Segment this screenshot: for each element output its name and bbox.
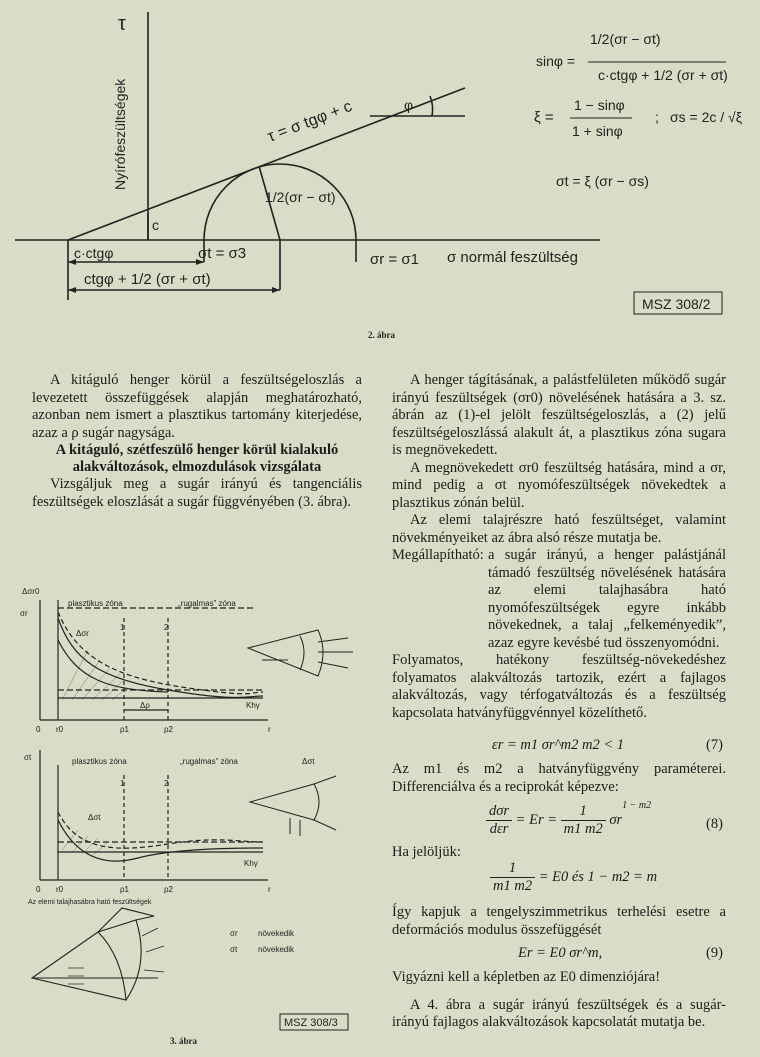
mid-p1: ρ1 xyxy=(120,885,129,894)
mid-r0: r0 xyxy=(56,885,64,894)
sin-den: c·ctgφ + 1/2 (σr + σt) xyxy=(598,67,728,83)
paragraph: A kitáguló henger körül a feszültségeloszlás a levezetett összefüggések alapján meghatározható, azonban nem ismert a plasztikus tartomány kiterjedése, azaz a ρ sugár nagysága. xyxy=(32,372,362,441)
definition-equation xyxy=(490,860,657,895)
caption-2: 2. ábra xyxy=(368,330,395,340)
top-r: r xyxy=(268,725,271,734)
sin-lhs: sinφ = xyxy=(536,53,576,69)
c-ctg-label: c·ctgφ xyxy=(74,245,114,261)
top-p1: ρ1 xyxy=(120,725,129,734)
paragraph: Ha jelöljük: xyxy=(392,844,461,860)
xi-lhs: ξ = xyxy=(534,109,554,126)
equation-8-number: (8) xyxy=(706,816,723,832)
eq8-num: 1 xyxy=(561,803,606,821)
sigma-t-formula: σt = ξ (σr − σs) xyxy=(556,173,649,189)
right-column-5 xyxy=(392,969,726,1032)
right-column-2 xyxy=(392,761,726,796)
top-r0: r0 xyxy=(56,725,64,734)
top-p2: ρ2 xyxy=(164,725,173,734)
left-column xyxy=(32,372,362,511)
equation-8 xyxy=(486,800,652,838)
eq8-lhs-den: dεr xyxy=(489,821,509,837)
phi-label: φ xyxy=(404,97,414,113)
def-num: 1 xyxy=(490,860,535,878)
paragraph: A henger tágításának, a palástfelületen működő sugár irányú feszültségek (σr0) növelésének hatására a 3. sz. ábrán az (1)-el jelölt feszültségeloszlás, a (2) jelű feszültségeloszlássá alakult át, a plasztikus zóna sugara is megnövekedett. xyxy=(392,372,726,458)
y-axis-label: Nyírófeszültségek xyxy=(112,78,128,190)
mid-dsig: Δσt xyxy=(302,757,315,766)
mid-r: r xyxy=(268,885,271,894)
paragraph: A megnövekedett σr0 feszültség hatására, mind a σr, mind pedig a σt nyomófeszültségek növekedtek a plasztikus zónán belül. xyxy=(392,459,726,511)
top-zone1: plasztikus zóna xyxy=(68,599,123,608)
legend-1-text: növekedik xyxy=(258,929,295,938)
top-ylabel: σr xyxy=(20,609,28,618)
paragraph: Vigyázni kell a képletben az E0 dimenziójára! xyxy=(392,969,661,985)
eq8-lhs-num: dσr xyxy=(486,803,512,821)
semicolon: ; xyxy=(655,109,659,125)
mid-marker-2: 2 xyxy=(164,779,169,788)
paragraph-label: Megállapítható: xyxy=(392,547,484,563)
mid-kh: Khγ xyxy=(244,859,258,868)
right-column xyxy=(392,372,726,722)
xi-den: 1 + sinφ xyxy=(572,123,623,139)
def-den: m1 m2 xyxy=(493,878,533,894)
caption-3: 3. ábra xyxy=(170,1036,197,1046)
top-zone2: „rugalmas” zóna xyxy=(178,599,236,608)
c-label: c xyxy=(152,217,159,233)
stamp-2: MSZ 308/2 xyxy=(642,296,711,312)
paragraph: Így kapjuk a tengelyszimmetrikus terhelési esetre a deformációs modulus összefüggését xyxy=(392,904,726,938)
figure-2-mohr-diagram xyxy=(0,0,760,345)
line-equation: τ = σ tgφ + c xyxy=(265,98,355,146)
eq8-tail: σr xyxy=(609,811,623,828)
eq8-den: m1 m2 xyxy=(563,821,603,837)
equation-9: Er = E0 σr^m, xyxy=(518,945,603,961)
def-tail: = E0 és 1 − m2 = m xyxy=(538,868,658,885)
right-column-3 xyxy=(392,844,726,862)
sigma-t3-label: σt = σ3 xyxy=(198,245,247,262)
mid-marker-1: 1 xyxy=(120,779,125,788)
paragraph: Folyamatos, hatékony feszültség-növekedéshez folyamatos alakváltozás tartozik, ezért a fajlagos alakváltozás, vagy térfogatváltozás és a feszültség kapcsolata hatványfüggvénnyel közelíthető. xyxy=(392,652,726,721)
stamp-3: MSZ 308/3 xyxy=(284,1017,338,1029)
mid-curve-label: Δσt xyxy=(88,813,101,822)
paragraph: Az m1 és m2 a hatványfüggvény paraméterei. Differenciálva és a reciprokát képezve: xyxy=(392,761,726,795)
tau-label: τ xyxy=(118,13,126,35)
legend-1-symbol: σr xyxy=(230,929,238,938)
normal-stress-label: σ normál feszültség xyxy=(447,249,578,266)
sigma-r1-label: σr = σ1 xyxy=(370,251,419,268)
right-column-4 xyxy=(392,904,726,939)
paragraph: Az elemi talajrészre ható feszültséget, valamint növekményeiket az ábra alsó része mutatja be. xyxy=(392,512,726,546)
mid-origin: 0 xyxy=(36,885,41,894)
equation-9-number: (9) xyxy=(706,945,723,961)
figure-3-stress-distribution xyxy=(18,580,358,1050)
ctg-sum-label: ctgφ + 1/2 (σr + σt) xyxy=(84,271,211,288)
radius-label: 1/2(σr − σt) xyxy=(265,189,336,205)
eq8-exp: 1 − m2 xyxy=(622,800,652,811)
mid-zone1: plasztikus zóna xyxy=(72,757,127,766)
sin-num: 1/2(σr − σt) xyxy=(590,31,661,47)
top-kh: Khγ xyxy=(246,701,260,710)
mid-ylabel: σt xyxy=(24,753,32,762)
paragraph: A 4. ábra a sugár irányú feszültségek és a sugár-irányú fajlagos alakváltozások kapcsolatát mutatja be. xyxy=(392,996,726,1030)
xi-num: 1 − sinφ xyxy=(574,97,625,113)
mid-zone2: „rugalmas” zóna xyxy=(180,757,238,766)
legend-2-symbol: σt xyxy=(230,945,238,954)
paragraph: a sugár irányú, a henger palástjánál támadó feszültség növelésének hatására az elemi talajhasábra ható nyomófeszültségek egyre inkább növekednek, a talaj „felkeményedik”, azaz egyre kevésbé tud összenyomódni. xyxy=(488,547,726,651)
fig3-subtitle: Az elemi talajhasábra ható feszültségek xyxy=(28,899,152,906)
mid-p2: ρ2 xyxy=(164,885,173,894)
top-origin: 0 xyxy=(36,725,41,734)
legend-2-text: növekedik xyxy=(258,945,295,954)
top-dp: Δρ xyxy=(140,701,150,710)
equation-7: εr = m1 σr^m2 m2 < 1 xyxy=(492,737,625,753)
top-curve-label: Δσr xyxy=(76,629,89,638)
sigma-s-formula: σs = 2c / √ξ xyxy=(670,109,743,125)
eq8-mid: = Er = xyxy=(515,811,557,828)
equation-7-number: (7) xyxy=(706,737,723,753)
top-marker-1: 1 xyxy=(120,623,125,632)
section-heading: A kitáguló, szétfeszülő henger körül kialakuló alakváltozások, elmozdulások vizsgálata xyxy=(55,442,339,475)
paragraph: Vizsgáljuk meg a sugár irányú és tangenciális feszültségek eloszlását a sugár függvényében (3. ábra). xyxy=(32,476,362,510)
top-marker-2: 2 xyxy=(164,623,169,632)
top-dsigma: Δσr0 xyxy=(22,587,40,596)
